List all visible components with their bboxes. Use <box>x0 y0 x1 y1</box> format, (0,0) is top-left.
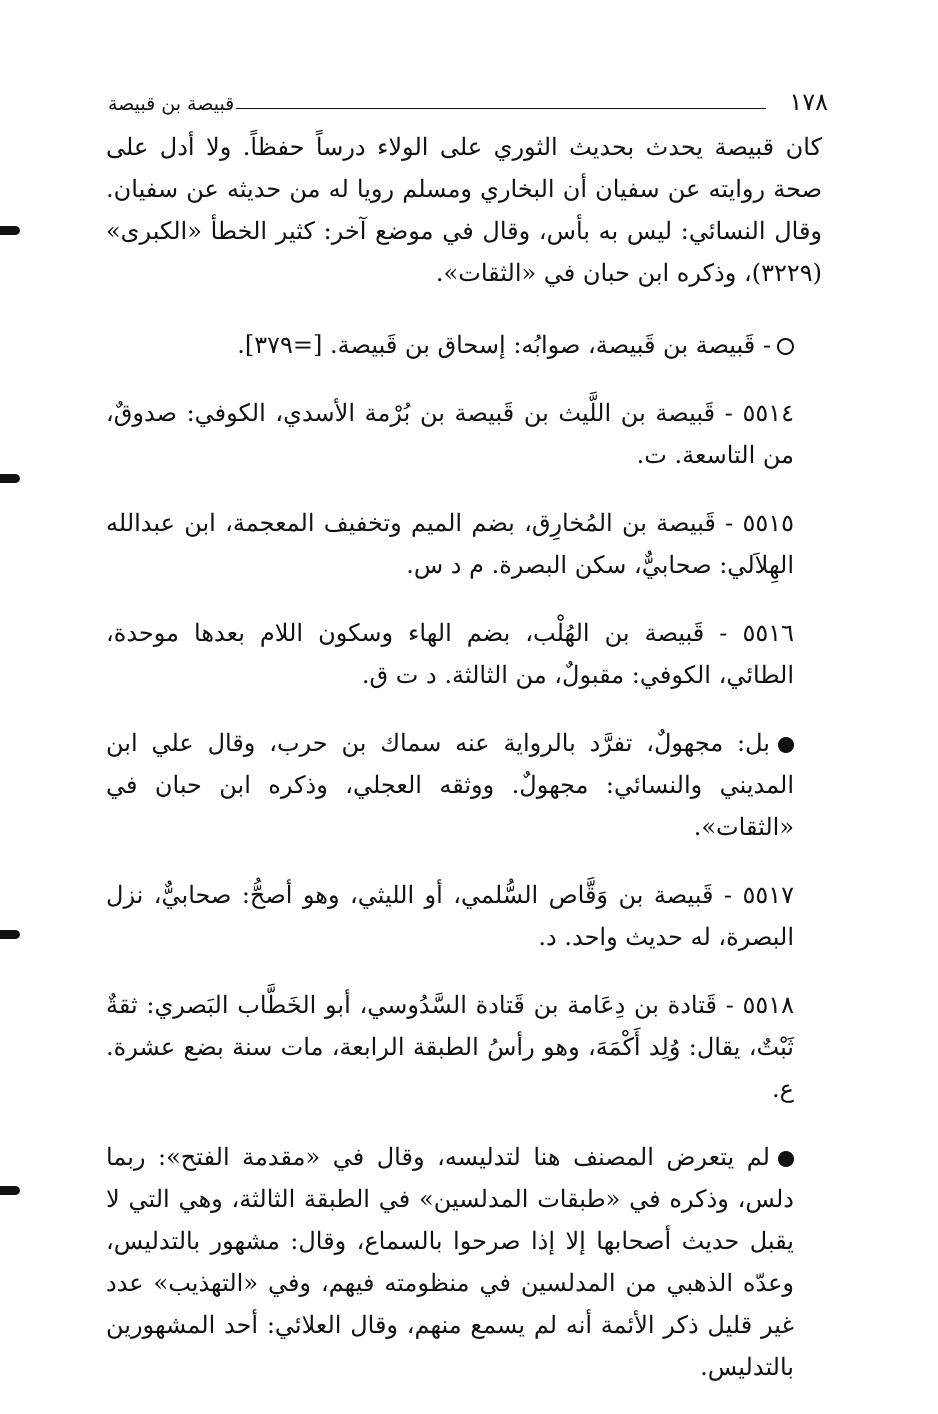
running-title: قبيصة بن قبيصة <box>108 93 235 115</box>
ring-bullet-icon <box>777 338 794 355</box>
continued-paragraph <box>106 126 822 294</box>
scan-edge-mark <box>0 930 20 939</box>
biography-entry-5517 <box>106 874 822 958</box>
dot-bullet-icon <box>778 1151 794 1167</box>
header-rule <box>236 108 766 109</box>
dot-bullet-icon <box>778 737 794 753</box>
scan-edge-mark <box>0 226 20 235</box>
entry-text: ٥٥١٦ - قَبيصة بن الهُلْب، بضم الهاء وسكون اللام بعدها موحدة، الطائي، الكوفي: مقبولٌ، من الثالثة. د ت ق. <box>106 619 794 689</box>
page-body <box>106 126 822 1414</box>
biography-entry-5516 <box>106 612 822 696</box>
entry-text: ٥٥١٤ - قَبيصة بن اللَّيث بن قَبيصة بن بُرْمة الأسدي، الكوفي: صدوقٌ، من التاسعة. ت. <box>106 399 794 469</box>
biography-entry-5515 <box>106 502 822 586</box>
page-header <box>108 88 828 118</box>
commentary-note <box>106 1136 822 1388</box>
entry-text: - قَبيصة بن قَبيصة، صوابُه: إسحاق بن قَبيصة. [=٣٧٩]. <box>237 331 771 359</box>
scan-edge-mark <box>0 474 20 483</box>
paragraph-text: كان قبيصة يحدث بحديث الثوري على الولاء درساً حفظاً. ولا أدل على صحة روايته عن سفيان أن البخاري ومسلم رويا له من حديثه عن سفيان. وقال النسائي: ليس به بأس، وقال في موضع آخر: كثير الخطأ «الكبرى» (٣٢٢٩)، وذكره ابن حبان في «الثقات». <box>106 133 823 287</box>
commentary-note <box>106 722 822 848</box>
entry-text: ٥٥١٨ - قَتادة بن دِعَامة بن قَتادة السَّدُوسي، أبو الخَطَّاب البَصري: ثقةٌ ثَبْتٌ، يقال: وُلِد أَكْمَهَ، وهو رأسُ الطبقة الرابعة، مات سنة بضع عشرة. ع. <box>106 991 794 1103</box>
note-text: بل: مجهولٌ، تفرَّد بالرواية عنه سماك بن حرب، وقال علي ابن المديني والنسائي: مجهولٌ. ووثقه العجلي، وذكره ابن حبان في «الثقات». <box>106 729 794 841</box>
biography-entry-5514 <box>106 392 822 476</box>
note-text: لم يتعرض المصنف هنا لتدليسه، وقال في «مقدمة الفتح»: ربما دلس، وذكره في «طبقات المدلسين» في الطبقة الثالثة، وهي التي لا يقبل حديث أصحابها إلا إذا صرحوا بالسماع، وقال: مشهور بالتدليس، وعدّه الذهبي من المدلسين في منظومته فيهم، وفي «التهذيب» عدد غير قليل ذكر الأئمة أنه لم يسمع منهم، وقال العلائي: أحد المشهورين بالتدليس. <box>106 1143 794 1381</box>
cross-reference-entry <box>106 324 822 366</box>
entry-text: ٥٥١٧ - قَبيصة بن وَقَّاص السُّلمي، أو الليثي، وهو أصحُّ: صحابيٌّ، نزل البصرة، له حديث واحد. د. <box>106 881 795 951</box>
biography-entry-5518 <box>106 984 822 1110</box>
scan-edge-mark <box>0 1186 20 1195</box>
entry-text: ٥٥١٥ - قَبيصة بن المُخارِق، بضم الميم وتخفيف المعجمة، ابن عبدالله الهِلاَلي: صحابيٌّ، سكن البصرة. م د س. <box>106 509 794 579</box>
page-number: ١٧٨ <box>789 88 828 116</box>
